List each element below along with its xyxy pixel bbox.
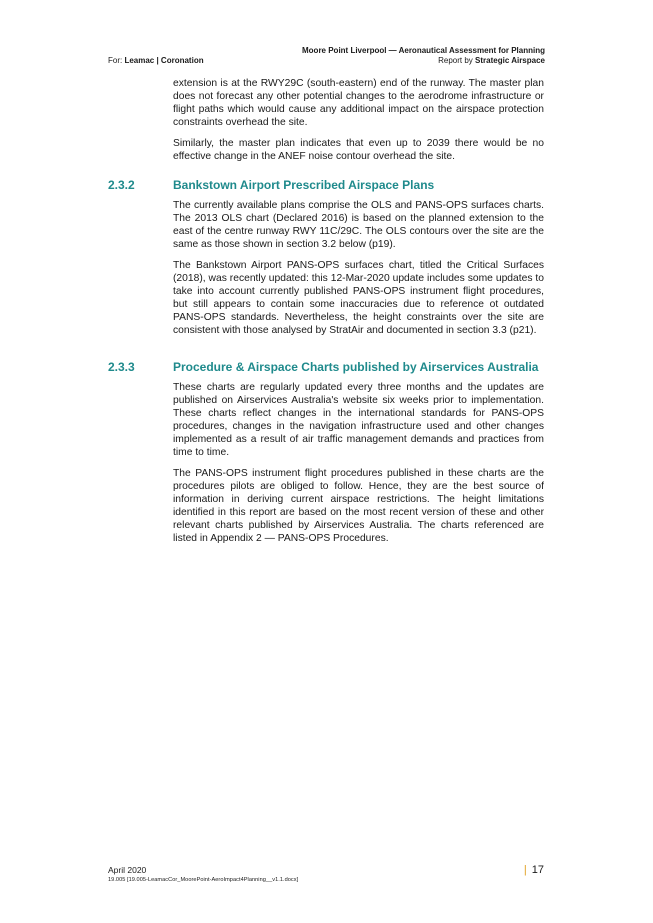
section-heading-2-3-3: [108, 360, 545, 374]
section-number: 2.3.2: [108, 178, 135, 192]
footer-filename: 19.005 [19.005-LeamacCor_MoorePoint-AeroImpact4Planning__v1.1.docx]: [108, 877, 299, 883]
page-number-block: [524, 864, 544, 877]
page-separator: |: [523, 864, 527, 876]
intro-text: [173, 77, 544, 171]
section-2-3-2-text: [173, 199, 544, 345]
page-footer: [108, 865, 545, 884]
header-meta-row: [108, 56, 545, 66]
header-for-prefix: For:: [108, 56, 125, 65]
page-header: [108, 46, 545, 66]
footer-date: April 2020: [108, 865, 147, 875]
header-author-name: Strategic Airspace: [475, 56, 545, 65]
section-number: 2.3.3: [108, 360, 135, 374]
header-report-prefix: Report by: [438, 56, 476, 65]
section-title: Bankstown Airport Prescribed Airspace Plans: [173, 178, 435, 192]
header-author: [438, 56, 545, 66]
intro-paragraph-1: extension is at the RWY29C (south-eastern) end of the runway. The master plan does not forecast any other potential changes to the aerodrome infrastructure or flight paths which would cause any additional impact on the airspace protection constraints overhead the site.: [173, 78, 544, 128]
intro-paragraph-2: Similarly, the master plan indicates that even up to 2039 there would be no effective change in the ANEF noise contour overhead the site.: [173, 138, 544, 162]
document-title: Moore Point Liverpool — Aeronautical Assessment for Planning: [302, 46, 545, 55]
section-heading-2-3-2: [108, 178, 545, 192]
section-2-3-2-paragraph-2: The Bankstown Airport PANS-OPS surfaces chart, titled the Critical Surfaces (2018), was recently updated: this 12-Mar-2020 update includes some updates to take into account currently published PANS-OPS instrument flight procedures, but still appears to contain some inaccuracies due to reference ot outdated PANS-OPS standards. Nevertheless, the height constraints over the site are consistent with those analysed by StratAir and documented in section 3.3 (p21).: [173, 260, 544, 336]
section-title: Procedure & Airspace Charts published by Airservices Australia: [173, 360, 539, 374]
section-2-3-3-text: [173, 381, 544, 553]
section-2-3-2-paragraph-1: The currently available plans comprise the OLS and PANS-OPS surfaces charts. The 2013 OLS chart (Declared 2016) is based on the planned extension to the east of the centre runway RWY 11C/29C. The OLS contours over the site are the same as those shown in section 3.2 below (p19).: [173, 200, 544, 250]
header-title-row: [108, 46, 545, 56]
header-client-name: Leamac | Coronation: [124, 56, 204, 65]
section-2-3-3-paragraph-2: The PANS-OPS instrument flight procedures published in these charts are the procedures pilots are obliged to follow. Hence, they are the best source of information in deriving current airspace restrictions. The height limitations identified in this report are based on the most recent version of these and other relevant charts published by Airservices Australia. The charts referenced are listed in Appendix 2 — PANS-OPS Procedures.: [173, 468, 544, 544]
header-client: [108, 56, 204, 66]
section-2-3-3-paragraph-1: These charts are regularly updated every three months and the updates are published on Airservices Australia's website six weeks prior to implementation. These charts reflect changes in the international standards for PANS-OPS procedures, changes in the navigation infrastructure used and other changes implemented as a result of air traffic management demands and practices from time to time.: [173, 382, 544, 458]
page-number: 17: [531, 864, 544, 876]
